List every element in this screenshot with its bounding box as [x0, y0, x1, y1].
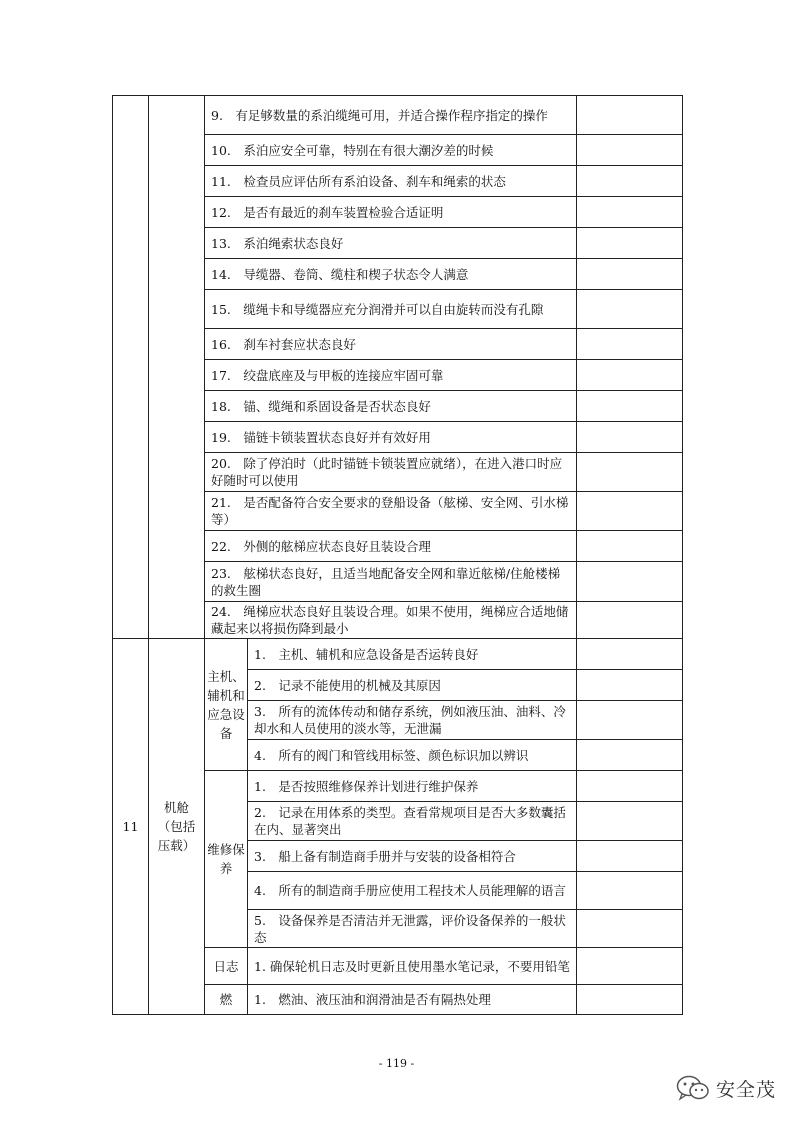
item-cell: 1. 主机、辅机和应急设备是否运转良好: [248, 639, 577, 670]
item-cell: 2. 记录不能使用的机械及其原因: [248, 670, 577, 701]
result-cell: [577, 701, 683, 740]
item-cell: 21. 是否配备符合安全要求的登船设备（舷梯、安全网、引水梯等）: [205, 492, 577, 531]
result-cell: [577, 197, 683, 228]
item-cell: 5. 设备保养是否清洁并无泄露，评价设备保养的一般状态: [248, 910, 577, 948]
result-cell: [577, 802, 683, 841]
result-cell: [577, 135, 683, 166]
section-number: 11: [113, 639, 149, 1015]
watermark-text: 安全茂: [716, 1078, 777, 1101]
result-cell: [577, 670, 683, 701]
result-cell: [577, 422, 683, 453]
item-cell: 4. 所有的阀门和管线用标签、颜色标识加以辨识: [248, 740, 577, 771]
result-cell: [577, 985, 683, 1015]
result-cell: [577, 360, 683, 391]
item-cell: 9. 有足够数量的系泊缆绳可用，并适合操作程序指定的操作: [205, 96, 577, 135]
item-cell: 1. 是否按照维修保养计划进行维护保养: [248, 771, 577, 802]
item-cell: 23. 舷梯状态良好，且适当地配备安全网和靠近舷梯/住舱楼梯的救生圈: [205, 562, 577, 602]
result-cell: [577, 391, 683, 422]
group-label-fuel: 燃: [205, 985, 248, 1015]
item-cell: 20. 除了停泊时（此时锚链卡锁装置应就绪），在进入港口时应好随时可以使用: [205, 453, 577, 492]
result-cell: [577, 531, 683, 562]
item-cell: 14. 导缆器、卷筒、缆柱和楔子状态令人满意: [205, 259, 577, 290]
page-number: - 119 -: [378, 1057, 415, 1070]
item-cell: 24. 绳梯应状态良好且装设合理。如果不使用，绳梯应合适地储藏起来以将损伤降到最小: [205, 602, 577, 639]
result-cell: [577, 910, 683, 948]
result-cell: [577, 96, 683, 135]
wechat-icon: [676, 1075, 710, 1101]
result-cell: [577, 602, 683, 639]
item-cell: 11. 检查员应评估所有系泊设备、刹车和绳索的状态: [205, 166, 577, 197]
checklist-table: [112, 95, 683, 1015]
item-cell: 15. 缆绳卡和导缆器应充分润滑并可以自由旋转而没有孔隙: [205, 290, 577, 329]
result-cell: [577, 948, 683, 985]
item-cell: 10. 系泊应安全可靠，特别在有很大潮汐差的时候: [205, 135, 577, 166]
item-cell: 1. 燃油、液压油和润滑油是否有隔热处理: [248, 985, 577, 1015]
item-cell: 13. 系泊绳索状态良好: [205, 228, 577, 259]
result-cell: [577, 492, 683, 531]
item-cell: 17. 绞盘底座及与甲板的连接应牢固可靠: [205, 360, 577, 391]
item-cell: 16. 刹车衬套应状态良好: [205, 329, 577, 360]
result-cell: [577, 166, 683, 197]
result-cell: [577, 639, 683, 670]
result-cell: [577, 740, 683, 771]
section-number-cell-prev: [113, 96, 149, 639]
group-label-log: 日志: [205, 948, 248, 985]
group-label-main-aux: 主机、辅机和应急设备: [205, 639, 248, 771]
result-cell: [577, 841, 683, 872]
item-cell: 22. 外侧的舷梯应状态良好且装设合理: [205, 531, 577, 562]
result-cell: [577, 453, 683, 492]
item-cell: 12. 是否有最近的刹车装置检验合适证明: [205, 197, 577, 228]
result-cell: [577, 259, 683, 290]
item-cell: 19. 锚链卡锁装置状态良好并有效好用: [205, 422, 577, 453]
group-label-maintenance: 维修保养: [205, 771, 248, 948]
result-cell: [577, 290, 683, 329]
result-cell: [577, 329, 683, 360]
item-cell: 3. 船上备有制造商手册并与安装的设备相符合: [248, 841, 577, 872]
result-cell: [577, 228, 683, 259]
section-title-cell-prev: [149, 96, 205, 639]
item-cell: 4. 所有的制造商手册应使用工程技术人员能理解的语言: [248, 872, 577, 910]
item-cell: 18. 锚、缆绳和系固设备是否状态良好: [205, 391, 577, 422]
result-cell: [577, 771, 683, 802]
item-cell: 1. 确保轮机日志及时更新且使用墨水笔记录，不要用铅笔: [248, 948, 577, 985]
section-title: 机舱（包括压载）: [149, 639, 205, 1015]
result-cell: [577, 562, 683, 602]
item-cell: 3. 所有的流体传动和储存系统，例如液压油、油料、冷却水和人员使用的淡水等，无泄漏: [248, 701, 577, 740]
watermark: [676, 1074, 776, 1102]
item-cell: 2. 记录在用体系的类型。查看常规项目是否大多数囊括在内、显著突出: [248, 802, 577, 841]
result-cell: [577, 872, 683, 910]
